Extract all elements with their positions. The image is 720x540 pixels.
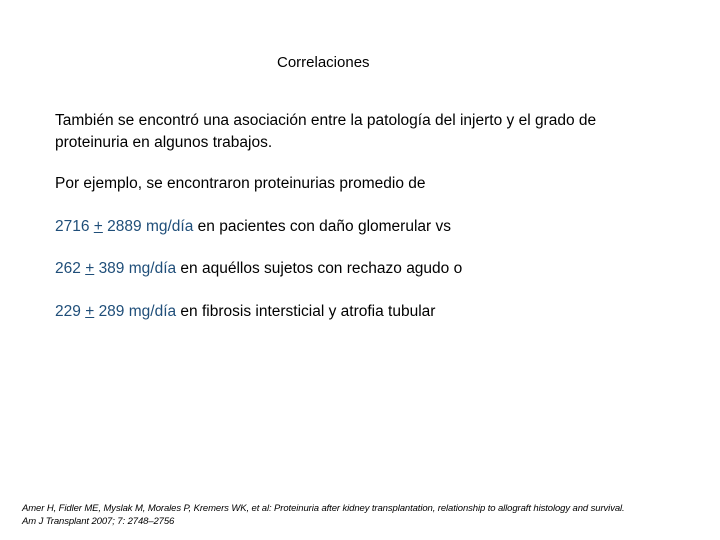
proteinuria-row-acute-rejection: [55, 260, 462, 278]
plus-minus-sign: +: [93, 218, 103, 235]
example-paragraph: Por ejemplo, se encontraron proteinurias promedio de: [55, 175, 426, 192]
row-description: en aquéllos sujetos con rechazo agudo o: [176, 260, 463, 277]
row-description: en fibrosis intersticial y atrofia tubular: [176, 303, 436, 320]
reference-line-2: Am J Transplant 2007; 7: 2748–2756: [22, 516, 175, 527]
mean-value: 262: [55, 260, 81, 277]
plus-minus-sign: +: [85, 303, 95, 320]
reference-line-1: Amer H, Fidler ME, Myslak M, Morales P, Kremers WK, et al: Proteinuria after kidney transplantation, relationship to allograft histology and survival.: [22, 503, 625, 514]
sd-value: 2889 mg/día: [107, 218, 194, 235]
plus-minus-sign: +: [85, 260, 95, 277]
sd-value: 289 mg/día: [98, 303, 177, 320]
mean-value: 229: [55, 303, 81, 320]
intro-paragraph: También se encontró una asociación entre la patología del injerto y el grado de proteinuria en algunos trabajos.: [55, 112, 597, 151]
slide-title: Correlaciones: [277, 54, 370, 71]
proteinuria-row-glomerular: [55, 218, 451, 236]
proteinuria-row-fibrosis: [55, 303, 435, 321]
mean-value: 2716: [55, 218, 90, 235]
sd-value: 389 mg/día: [98, 260, 177, 277]
reference-citation: [22, 502, 712, 528]
row-description: en pacientes con daño glomerular vs: [193, 218, 451, 235]
